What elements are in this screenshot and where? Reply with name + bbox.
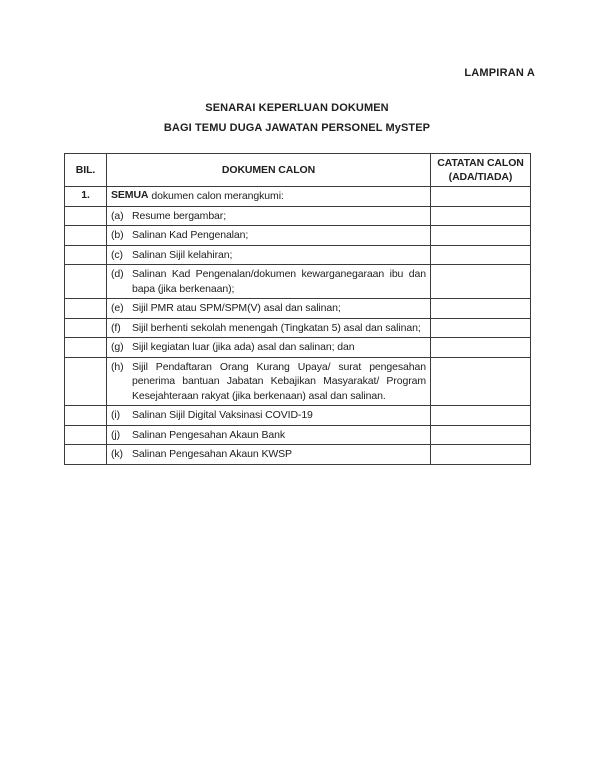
item-letter-marker: (a) <box>111 209 124 222</box>
item-letter-marker: (g) <box>111 341 124 353</box>
dokumen-cell <box>107 338 431 358</box>
col-header-catatan <box>431 154 531 187</box>
document-title <box>64 98 530 138</box>
table-row <box>65 206 531 226</box>
table-header-row <box>65 154 531 187</box>
dokumen-item-text: Salinan Pengesahan Akaun Bank <box>132 428 285 441</box>
dokumen-item-text: Sijil kegiatan luar (jika ada) asal dan salinan; dan <box>132 341 355 353</box>
item-letter-marker: (j) <box>111 428 121 441</box>
table-row <box>65 338 531 358</box>
dokumen-cell <box>107 245 431 265</box>
item-letter-marker: (c) <box>111 248 123 261</box>
table-row <box>65 299 531 319</box>
dokumen-item-text: Salinan Pengesahan Akaun KWSP <box>132 448 292 460</box>
item-letter-marker: (e) <box>111 302 124 314</box>
bil-cell <box>65 357 107 406</box>
bil-cell: 1. <box>65 187 107 207</box>
catatan-cell <box>431 406 531 426</box>
dokumen-cell <box>107 406 431 426</box>
dokumen-item-text: Salinan Kad Pengenalan/dokumen kewarganegaraan ibu dan bapa (jika berkenaan); <box>132 268 426 295</box>
bil-cell <box>65 245 107 265</box>
catatan-cell <box>431 245 531 265</box>
dokumen-cell <box>107 357 431 406</box>
document-checklist-table <box>64 153 531 465</box>
bil-cell <box>65 318 107 338</box>
catatan-cell <box>431 206 531 226</box>
catatan-cell <box>431 226 531 246</box>
bil-cell <box>65 406 107 426</box>
table-row <box>65 318 531 338</box>
dokumen-item-text: dokumen calon merangkumi: <box>151 190 284 202</box>
table-row <box>65 187 531 207</box>
title-line-2: BAGI TEMU DUGA JAWATAN PERSONEL MySTEP <box>163 122 431 134</box>
corner-label: LAMPIRAN A <box>464 67 535 79</box>
bil-cell <box>65 226 107 246</box>
dokumen-item-text: Resume bergambar; <box>132 209 227 222</box>
item-letter-marker: (i) <box>111 409 121 421</box>
title-line-1: SENARAI KEPERLUAN DOKUMEN <box>205 102 389 114</box>
dokumen-item-text: Salinan Sijil Digital Vaksinasi COVID-19 <box>132 409 313 421</box>
catatan-cell <box>431 318 531 338</box>
bil-cell <box>65 206 107 226</box>
catatan-cell <box>431 265 531 299</box>
dokumen-item-text: Sijil PMR atau SPM/SPM(V) asal dan salinan; <box>132 302 341 314</box>
table-row <box>65 226 531 246</box>
dokumen-cell <box>107 206 431 226</box>
catatan-cell <box>431 357 531 406</box>
dokumen-cell <box>107 299 431 319</box>
item-letter-marker: (f) <box>111 321 121 334</box>
dokumen-item-text: Salinan Sijil kelahiran; <box>132 248 233 261</box>
dokumen-item-text: Sijil berhenti sekolah menengah (Tingkatan 5) asal dan salinan; <box>132 321 421 334</box>
item-letter-marker: (h) <box>111 360 124 373</box>
item-letter-marker: (d) <box>111 268 124 280</box>
bil-cell <box>65 445 107 465</box>
bil-cell <box>65 425 107 445</box>
table-row <box>65 265 531 299</box>
dokumen-cell <box>107 265 431 299</box>
col-header-dokumen: DOKUMEN CALON <box>107 154 431 187</box>
catatan-cell <box>431 338 531 358</box>
dokumen-cell <box>107 187 431 207</box>
table-row <box>65 445 531 465</box>
col-header-catatan-line1: CATATAN CALON <box>437 157 524 169</box>
catatan-cell <box>431 187 531 207</box>
item-letter-marker: (k) <box>111 448 123 460</box>
dokumen-cell <box>107 445 431 465</box>
table-body <box>65 187 531 465</box>
catatan-cell <box>431 425 531 445</box>
bil-cell <box>65 299 107 319</box>
catatan-cell <box>431 445 531 465</box>
table-row <box>65 245 531 265</box>
dokumen-cell <box>107 226 431 246</box>
bil-cell <box>65 338 107 358</box>
catatan-cell <box>431 299 531 319</box>
dokumen-item-text: Sijil Pendaftaran Orang Kurang Upaya/ surat pengesahan penerima bantuan Jabatan Kebajikan Masyarakat/ Program Kesejahteraan rakyat (jika berkenaan) asal dan salinan. <box>132 360 426 402</box>
bil-cell <box>65 265 107 299</box>
table-row <box>65 406 531 426</box>
dokumen-item-text: Salinan Kad Pengenalan; <box>132 229 249 241</box>
dokumen-cell <box>107 318 431 338</box>
col-header-bil: BIL. <box>65 154 107 187</box>
col-header-catatan-line2: (ADA/TIADA) <box>448 171 513 183</box>
dokumen-cell <box>107 425 431 445</box>
bold-lead-text: SEMUA <box>111 189 149 201</box>
table-row <box>65 357 531 406</box>
item-letter-marker: (b) <box>111 229 124 241</box>
table-row <box>65 425 531 445</box>
